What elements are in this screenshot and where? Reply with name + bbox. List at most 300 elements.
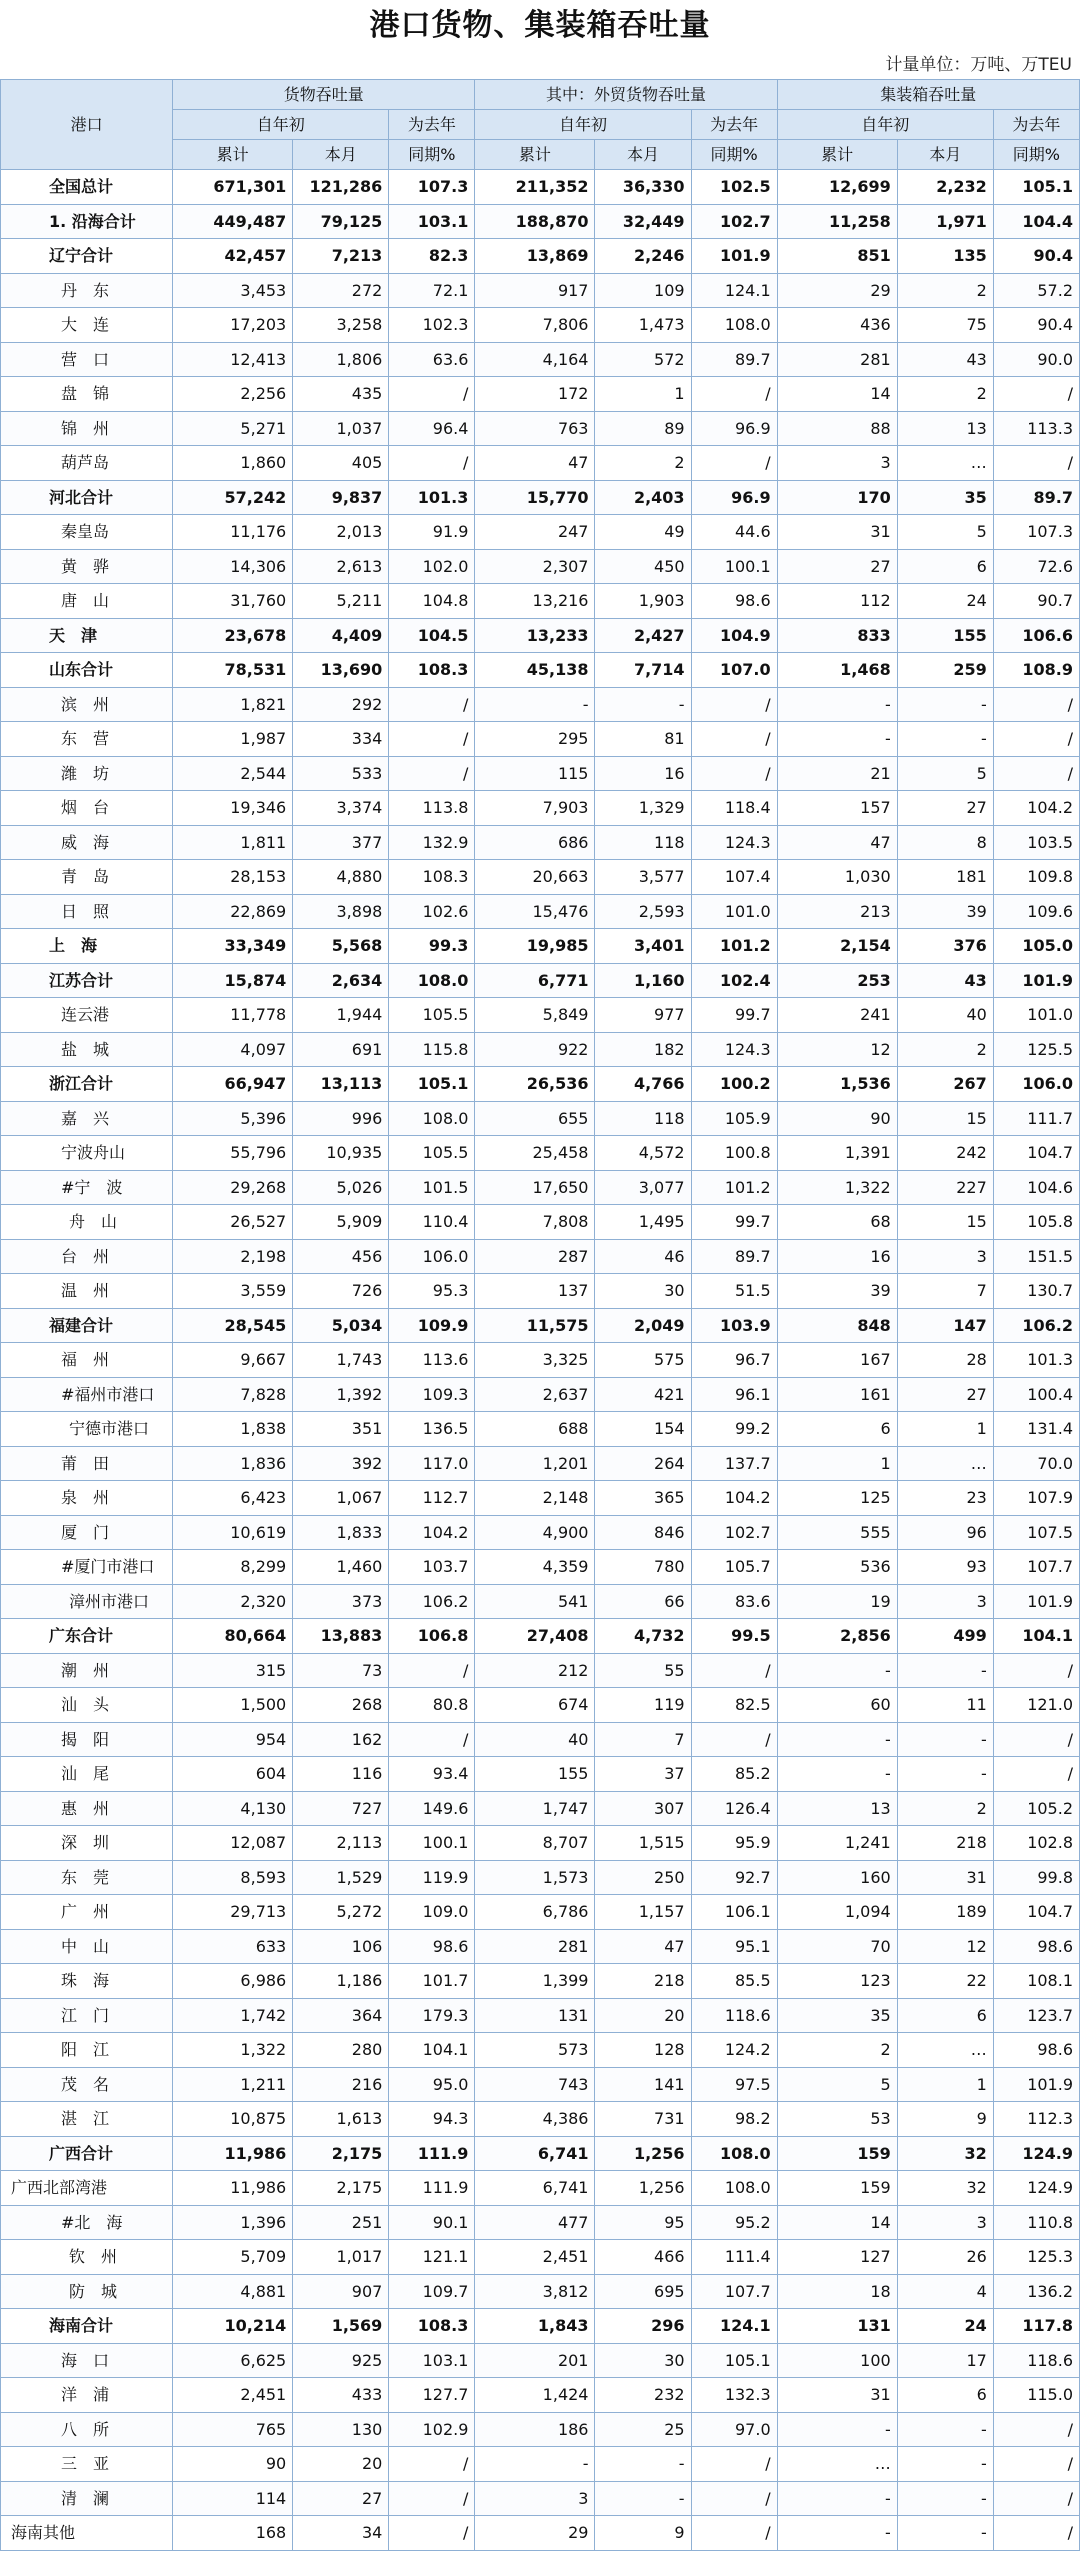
value-cell: - xyxy=(897,2481,993,2516)
value-cell: 780 xyxy=(595,1550,691,1585)
value-cell: 2,637 xyxy=(475,1377,595,1412)
value-cell: 1,495 xyxy=(595,1205,691,1240)
value-cell: 97.0 xyxy=(691,2412,777,2447)
value-cell: 98.6 xyxy=(389,1929,475,1964)
value-cell: 189 xyxy=(897,1895,993,1930)
value-cell: 29,268 xyxy=(173,1170,293,1205)
value-cell: 105.1 xyxy=(691,2343,777,2378)
value-cell: 499 xyxy=(897,1619,993,1654)
value-cell: / xyxy=(691,2516,777,2551)
port-name-cell: 福 州 xyxy=(1,1343,173,1378)
port-name-cell: 海南合计 xyxy=(1,2309,173,2344)
port-name-cell: 广西合计 xyxy=(1,2136,173,2171)
value-cell: 5,271 xyxy=(173,411,293,446)
port-name-cell: 汕 头 xyxy=(1,1688,173,1723)
value-cell: / xyxy=(389,2516,475,2551)
table-row xyxy=(1,204,1080,239)
value-cell: 281 xyxy=(475,1929,595,1964)
value-cell: 70.0 xyxy=(993,1446,1079,1481)
port-name-cell: 海 口 xyxy=(1,2343,173,2378)
value-cell: 29,713 xyxy=(173,1895,293,1930)
value-cell: 109.0 xyxy=(389,1895,475,1930)
value-cell: 7,806 xyxy=(475,308,595,343)
value-cell: - xyxy=(897,2516,993,2551)
value-cell: 73 xyxy=(293,1653,389,1688)
value-cell: / xyxy=(389,756,475,791)
value-cell: 127 xyxy=(777,2240,897,2275)
table-row xyxy=(1,1343,1080,1378)
value-cell: 127.7 xyxy=(389,2378,475,2413)
value-cell: 117.8 xyxy=(993,2309,1079,2344)
value-cell: 688 xyxy=(475,1412,595,1447)
port-name-cell: 嘉 兴 xyxy=(1,1101,173,1136)
value-cell: 13,216 xyxy=(475,584,595,619)
value-cell: 124.1 xyxy=(691,2309,777,2344)
value-cell: 105.2 xyxy=(993,1791,1079,1826)
value-cell: 392 xyxy=(293,1446,389,1481)
value-cell: 7,714 xyxy=(595,653,691,688)
value-cell: 97.5 xyxy=(691,2067,777,2102)
value-cell: 23 xyxy=(897,1481,993,1516)
value-cell: 44.6 xyxy=(691,515,777,550)
value-cell: 7 xyxy=(897,1274,993,1309)
value-cell: 533 xyxy=(293,756,389,791)
value-cell: 32,449 xyxy=(595,204,691,239)
table-row xyxy=(1,584,1080,619)
port-name-cell: 宁波舟山 xyxy=(1,1136,173,1171)
value-cell: 28,545 xyxy=(173,1308,293,1343)
value-cell: 136.2 xyxy=(993,2274,1079,2309)
value-cell: 4,881 xyxy=(173,2274,293,2309)
value-cell: / xyxy=(993,2481,1079,2516)
table-row xyxy=(1,929,1080,964)
value-cell: 13,869 xyxy=(475,239,595,274)
port-name-cell: 大 连 xyxy=(1,308,173,343)
value-cell: 1 xyxy=(897,2067,993,2102)
port-name-cell: 烟 台 xyxy=(1,791,173,826)
value-cell: 5,211 xyxy=(293,584,389,619)
value-cell: 292 xyxy=(293,687,389,722)
port-name-cell: 台 州 xyxy=(1,1239,173,1274)
value-cell: / xyxy=(691,756,777,791)
value-cell: - xyxy=(897,2447,993,2482)
table-row xyxy=(1,1757,1080,1792)
value-cell: 211,352 xyxy=(475,170,595,205)
page-title: 港口货物、集装箱吞吐量 xyxy=(369,8,711,43)
value-cell: 996 xyxy=(293,1101,389,1136)
header-cumulative: 累计 xyxy=(777,140,897,170)
value-cell: 466 xyxy=(595,2240,691,2275)
port-name-cell: 广西北部湾港 xyxy=(1,2171,173,2206)
value-cell: 114 xyxy=(173,2481,293,2516)
value-cell: 2,148 xyxy=(475,1481,595,1516)
value-cell: 105.5 xyxy=(389,998,475,1033)
port-name-cell: 辽宁合计 xyxy=(1,239,173,274)
port-name-cell: 天 津 xyxy=(1,618,173,653)
port-name-cell: 上 海 xyxy=(1,929,173,964)
value-cell: 170 xyxy=(777,480,897,515)
table-row xyxy=(1,687,1080,722)
value-cell: 103.5 xyxy=(993,825,1079,860)
value-cell: 247 xyxy=(475,515,595,550)
value-cell: 1,573 xyxy=(475,1860,595,1895)
value-cell: 108.0 xyxy=(389,1101,475,1136)
value-cell: 32 xyxy=(897,2136,993,2171)
value-cell: - xyxy=(595,2447,691,2482)
value-cell: 851 xyxy=(777,239,897,274)
value-cell: 1,256 xyxy=(595,2136,691,2171)
value-cell: 15 xyxy=(897,1205,993,1240)
table-row xyxy=(1,1032,1080,1067)
table-row xyxy=(1,2033,1080,2068)
table-row xyxy=(1,2067,1080,2102)
value-cell: 104.7 xyxy=(993,1136,1079,1171)
value-cell: 161 xyxy=(777,1377,897,1412)
value-cell: 4,097 xyxy=(173,1032,293,1067)
value-cell: 1,322 xyxy=(777,1170,897,1205)
value-cell: / xyxy=(993,2447,1079,2482)
port-name-cell: 滨 州 xyxy=(1,687,173,722)
value-cell: 6 xyxy=(897,549,993,584)
value-cell: 15 xyxy=(897,1101,993,1136)
value-cell: 72.1 xyxy=(389,273,475,308)
value-cell: 2,175 xyxy=(293,2171,389,2206)
unit-label: 计量单位：万吨、万TEU xyxy=(885,55,1072,75)
header-group-cargo: 货物吞吐量 xyxy=(173,80,475,110)
value-cell: 109.8 xyxy=(993,860,1079,895)
port-name-cell: 威 海 xyxy=(1,825,173,860)
value-cell: 20 xyxy=(293,2447,389,2482)
value-cell: 182 xyxy=(595,1032,691,1067)
value-cell: 109.3 xyxy=(389,1377,475,1412)
table-row xyxy=(1,515,1080,550)
value-cell: 106.0 xyxy=(993,1067,1079,1102)
value-cell: 17 xyxy=(897,2343,993,2378)
value-cell: 107.3 xyxy=(389,170,475,205)
value-cell: 106.2 xyxy=(389,1584,475,1619)
throughput-table xyxy=(0,79,1080,2551)
value-cell: 2 xyxy=(897,377,993,412)
value-cell: 106.0 xyxy=(389,1239,475,1274)
value-cell: 1,971 xyxy=(897,204,993,239)
table-row xyxy=(1,377,1080,412)
table-row xyxy=(1,1136,1080,1171)
value-cell: 3,325 xyxy=(475,1343,595,1378)
port-name-cell: 泉 州 xyxy=(1,1481,173,1516)
value-cell: 287 xyxy=(475,1239,595,1274)
value-cell: / xyxy=(389,446,475,481)
value-cell: 124.3 xyxy=(691,825,777,860)
value-cell: 5,709 xyxy=(173,2240,293,2275)
value-cell: 82.3 xyxy=(389,239,475,274)
value-cell: / xyxy=(389,722,475,757)
value-cell: 9 xyxy=(897,2102,993,2137)
value-cell: - xyxy=(897,1757,993,1792)
value-cell: 3,812 xyxy=(475,2274,595,2309)
value-cell: / xyxy=(993,2516,1079,2551)
value-cell: 106 xyxy=(293,1929,389,1964)
value-cell: 132.3 xyxy=(691,2378,777,2413)
value-cell: 131 xyxy=(777,2309,897,2344)
value-cell: 102.7 xyxy=(691,204,777,239)
value-cell: 101.5 xyxy=(389,1170,475,1205)
value-cell: 14,306 xyxy=(173,549,293,584)
value-cell: 1,529 xyxy=(293,1860,389,1895)
table-row xyxy=(1,2205,1080,2240)
value-cell: 731 xyxy=(595,2102,691,2137)
value-cell: 130 xyxy=(293,2412,389,2447)
port-name-cell: 江 门 xyxy=(1,1998,173,2033)
table-row xyxy=(1,308,1080,343)
value-cell: 23,678 xyxy=(173,618,293,653)
value-cell: 160 xyxy=(777,1860,897,1895)
value-cell: 6,771 xyxy=(475,963,595,998)
value-cell: 686 xyxy=(475,825,595,860)
value-cell: 90.4 xyxy=(993,308,1079,343)
value-cell: 55 xyxy=(595,1653,691,1688)
value-cell: 212 xyxy=(475,1653,595,1688)
value-cell: 94.3 xyxy=(389,2102,475,2137)
port-name-cell: 黄 骅 xyxy=(1,549,173,584)
value-cell: / xyxy=(993,2412,1079,2447)
value-cell: 107.7 xyxy=(993,1550,1079,1585)
value-cell: 13,690 xyxy=(293,653,389,688)
value-cell: … xyxy=(897,2033,993,2068)
table-row xyxy=(1,1964,1080,1999)
value-cell: 118 xyxy=(595,1101,691,1136)
value-cell: 102.3 xyxy=(389,308,475,343)
value-cell: 334 xyxy=(293,722,389,757)
header-cumulative: 累计 xyxy=(173,140,293,170)
port-name-cell: 广东合计 xyxy=(1,1619,173,1654)
value-cell: 49 xyxy=(595,515,691,550)
value-cell: 3 xyxy=(897,1239,993,1274)
table-row xyxy=(1,1239,1080,1274)
port-name-cell: 珠 海 xyxy=(1,1964,173,1999)
value-cell: 91.9 xyxy=(389,515,475,550)
port-name-cell: 盐 城 xyxy=(1,1032,173,1067)
value-cell: 43 xyxy=(897,342,993,377)
value-cell: 5,568 xyxy=(293,929,389,964)
value-cell: 128 xyxy=(595,2033,691,2068)
value-cell: 364 xyxy=(293,1998,389,2033)
value-cell: 8,299 xyxy=(173,1550,293,1585)
value-cell: 102.6 xyxy=(389,894,475,929)
value-cell: 108.1 xyxy=(993,1964,1079,1999)
table-row xyxy=(1,1412,1080,1447)
value-cell: 36,330 xyxy=(595,170,691,205)
value-cell: 2,246 xyxy=(595,239,691,274)
value-cell: 115.0 xyxy=(993,2378,1079,2413)
value-cell: 123.7 xyxy=(993,1998,1079,2033)
table-body xyxy=(1,170,1080,2551)
value-cell: 3,453 xyxy=(173,273,293,308)
value-cell: 118.6 xyxy=(993,2343,1079,2378)
value-cell: 110.8 xyxy=(993,2205,1079,2240)
value-cell: 6,741 xyxy=(475,2171,595,2206)
value-cell: 218 xyxy=(595,1964,691,1999)
value-cell: 917 xyxy=(475,273,595,308)
value-cell: / xyxy=(389,687,475,722)
value-cell: 108.9 xyxy=(993,653,1079,688)
value-cell: 181 xyxy=(897,860,993,895)
value-cell: 132.9 xyxy=(389,825,475,860)
value-cell: 267 xyxy=(897,1067,993,1102)
value-cell: 154 xyxy=(595,1412,691,1447)
value-cell: 848 xyxy=(777,1308,897,1343)
value-cell: 10,875 xyxy=(173,2102,293,2137)
value-cell: 108.3 xyxy=(389,653,475,688)
value-cell: 46 xyxy=(595,1239,691,1274)
value-cell: 47 xyxy=(475,446,595,481)
value-cell: / xyxy=(691,446,777,481)
value-cell: 242 xyxy=(897,1136,993,1171)
value-cell: 19,346 xyxy=(173,791,293,826)
value-cell: 108.0 xyxy=(691,2171,777,2206)
value-cell: - xyxy=(475,2447,595,2482)
value-cell: 43 xyxy=(897,963,993,998)
value-cell: 272 xyxy=(293,273,389,308)
value-cell: 1,241 xyxy=(777,1826,897,1861)
table-row xyxy=(1,963,1080,998)
value-cell: 3,258 xyxy=(293,308,389,343)
value-cell: - xyxy=(777,2481,897,2516)
value-cell: 5,909 xyxy=(293,1205,389,1240)
value-cell: 118.4 xyxy=(691,791,777,826)
value-cell: 7,213 xyxy=(293,239,389,274)
value-cell: 89.7 xyxy=(691,342,777,377)
port-name-cell: 山东合计 xyxy=(1,653,173,688)
value-cell: 31 xyxy=(777,2378,897,2413)
port-name-cell: 盘 锦 xyxy=(1,377,173,412)
value-cell: 296 xyxy=(595,2309,691,2344)
value-cell: 93.4 xyxy=(389,1757,475,1792)
value-cell: 3,898 xyxy=(293,894,389,929)
value-cell: 12 xyxy=(777,1032,897,1067)
value-cell: 6 xyxy=(897,2378,993,2413)
value-cell: 116 xyxy=(293,1757,389,1792)
value-cell: 1,201 xyxy=(475,1446,595,1481)
value-cell: 99.7 xyxy=(691,998,777,1033)
value-cell: / xyxy=(993,756,1079,791)
table-row xyxy=(1,1446,1080,1481)
value-cell: 4,732 xyxy=(595,1619,691,1654)
value-cell: 10,214 xyxy=(173,2309,293,2344)
value-cell: 107.4 xyxy=(691,860,777,895)
value-cell: 1,186 xyxy=(293,1964,389,1999)
header-yoy-bottom: 同期% xyxy=(691,140,777,170)
value-cell: 3 xyxy=(475,2481,595,2516)
value-cell: 5,396 xyxy=(173,1101,293,1136)
value-cell: 8 xyxy=(897,825,993,860)
value-cell: 63.6 xyxy=(389,342,475,377)
value-cell: 101.3 xyxy=(993,1343,1079,1378)
value-cell: 227 xyxy=(897,1170,993,1205)
value-cell: 2,634 xyxy=(293,963,389,998)
value-cell: 573 xyxy=(475,2033,595,2068)
value-cell: 251 xyxy=(293,2205,389,2240)
value-cell: 47 xyxy=(777,825,897,860)
port-name-cell: 三 亚 xyxy=(1,2447,173,2482)
value-cell: 1,392 xyxy=(293,1377,389,1412)
value-cell: 1,811 xyxy=(173,825,293,860)
value-cell: 1,500 xyxy=(173,1688,293,1723)
port-name-cell: 丹 东 xyxy=(1,273,173,308)
table-row xyxy=(1,998,1080,1033)
value-cell: 436 xyxy=(777,308,897,343)
value-cell: 3,401 xyxy=(595,929,691,964)
value-cell: 105.5 xyxy=(389,1136,475,1171)
value-cell: 449,487 xyxy=(173,204,293,239)
value-cell: 137.7 xyxy=(691,1446,777,1481)
port-name-cell: 连云港 xyxy=(1,998,173,1033)
value-cell: 34 xyxy=(293,2516,389,2551)
value-cell: 674 xyxy=(475,1688,595,1723)
value-cell: 13,883 xyxy=(293,1619,389,1654)
value-cell: 106.6 xyxy=(993,618,1079,653)
value-cell: 111.7 xyxy=(993,1101,1079,1136)
value-cell: 24 xyxy=(897,2309,993,2344)
value-cell: / xyxy=(691,2481,777,2516)
value-cell: 6,423 xyxy=(173,1481,293,1516)
value-cell: 17,203 xyxy=(173,308,293,343)
value-cell: 12,699 xyxy=(777,170,897,205)
table-row xyxy=(1,791,1080,826)
value-cell: 107.7 xyxy=(691,2274,777,2309)
table-row xyxy=(1,2136,1080,2171)
port-name-cell: 防 城 xyxy=(1,2274,173,2309)
value-cell: 435 xyxy=(293,377,389,412)
port-name-cell: 深 圳 xyxy=(1,1826,173,1861)
value-cell: 105.9 xyxy=(691,1101,777,1136)
value-cell: 66,947 xyxy=(173,1067,293,1102)
value-cell: 108.0 xyxy=(691,2136,777,2171)
port-name-cell: 东 营 xyxy=(1,722,173,757)
value-cell: 108.0 xyxy=(389,963,475,998)
value-cell: 124.2 xyxy=(691,2033,777,2068)
value-cell: 7,903 xyxy=(475,791,595,826)
value-cell: 1,473 xyxy=(595,308,691,343)
table-row xyxy=(1,2481,1080,2516)
table-row xyxy=(1,1274,1080,1309)
value-cell: 57.2 xyxy=(993,273,1079,308)
value-cell: 16 xyxy=(777,1239,897,1274)
value-cell: 2,198 xyxy=(173,1239,293,1274)
table-row xyxy=(1,1067,1080,1102)
value-cell: 14 xyxy=(777,377,897,412)
value-cell: 541 xyxy=(475,1584,595,1619)
table-row xyxy=(1,2171,1080,2206)
value-cell: 22,869 xyxy=(173,894,293,929)
value-cell: / xyxy=(389,2447,475,2482)
value-cell: 2,175 xyxy=(293,2136,389,2171)
value-cell: 29 xyxy=(777,273,897,308)
value-cell: 19 xyxy=(777,1584,897,1619)
value-cell: 201 xyxy=(475,2343,595,2378)
value-cell: 6,625 xyxy=(173,2343,293,2378)
value-cell: / xyxy=(389,377,475,412)
value-cell: 27,408 xyxy=(475,1619,595,1654)
value-cell: 30 xyxy=(595,2343,691,2378)
value-cell: 1,256 xyxy=(595,2171,691,2206)
value-cell: 88 xyxy=(777,411,897,446)
value-cell: 107.3 xyxy=(993,515,1079,550)
port-name-cell: 宁德市港口 xyxy=(1,1412,173,1447)
value-cell: 101.2 xyxy=(691,929,777,964)
value-cell: 159 xyxy=(777,2171,897,2206)
value-cell: / xyxy=(691,1653,777,1688)
value-cell: 213 xyxy=(777,894,897,929)
